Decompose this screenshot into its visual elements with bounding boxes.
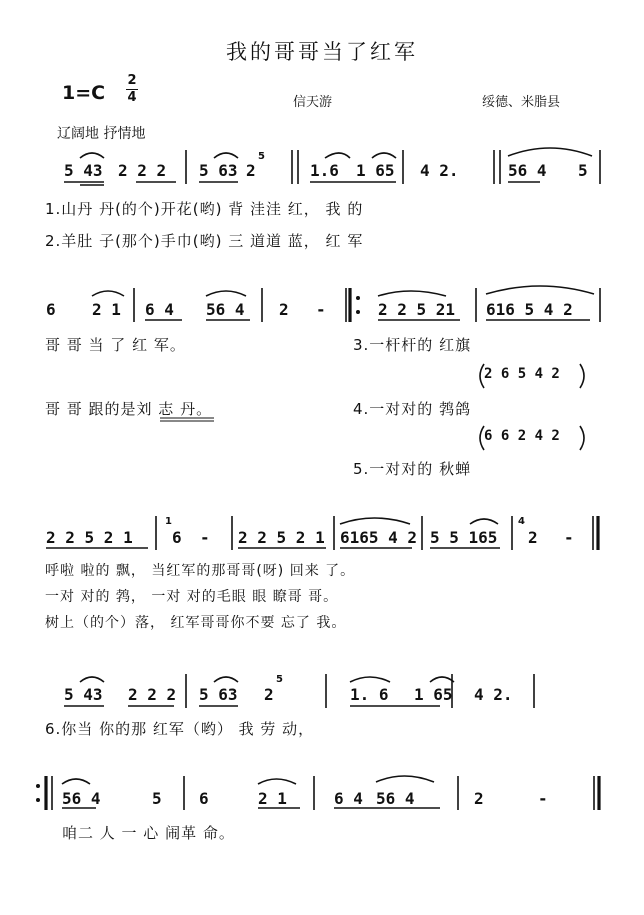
repeat-dot <box>356 310 360 314</box>
expression-marking: 辽阔地 抒情地 <box>57 126 146 142</box>
lyric-line: 树上（的个）落， 红军哥哥你不要 忘了 我。 <box>45 615 347 631</box>
note-group: 6165 4 2 <box>340 528 418 547</box>
slur <box>508 148 592 156</box>
slur <box>378 291 446 296</box>
note-group: 5 43 <box>64 161 103 180</box>
lyric-line: 2.羊肚 子(那个)手巾(哟) 三 道道 蓝， 红 军 <box>45 232 364 250</box>
lyric-line: 呼啦 啦的 飘， 当红军的那哥哥(呀) 回来 了。 <box>45 563 356 579</box>
note-group: 5 5 165 <box>430 528 498 547</box>
note-group: 4 2. <box>420 161 459 180</box>
slur <box>62 779 90 784</box>
note-group: 2 <box>474 789 484 808</box>
note-group: 5 <box>578 161 588 180</box>
note-group: 6 4 <box>334 789 363 808</box>
note-group: 56 4 <box>376 789 415 808</box>
repeat-dot <box>36 798 40 802</box>
note-group: 6 <box>199 789 209 808</box>
slur <box>214 677 238 682</box>
slur <box>258 779 296 784</box>
note-group: 5 <box>152 789 162 808</box>
alt-notation: 2 6 5 4 2 <box>484 366 560 382</box>
lyric-line: 哥 哥 跟的是刘 志 丹。 <box>45 400 213 418</box>
slur <box>470 519 498 524</box>
lyric-line: 4.一对对的 鹁鸽 <box>353 400 472 418</box>
repeat-dot <box>356 296 360 300</box>
lyric-line: 咱二 人 一 心 闹革 命。 <box>62 824 235 842</box>
repeat-dot <box>36 784 40 788</box>
lyric-line: 1.山丹 丹(的个)开花(哟) 背 洼洼 红， 我 的 <box>45 200 364 218</box>
slur <box>80 153 104 158</box>
slur <box>214 153 238 158</box>
note-group: 2 2 5 2 1 <box>238 528 325 547</box>
paren <box>580 426 584 450</box>
note-group: - <box>316 300 326 319</box>
region-label: 绥德、米脂县 <box>482 95 561 110</box>
alt-notation: 6 6 2 4 2 <box>484 428 560 444</box>
note-group: 2 2 2 <box>128 685 177 704</box>
note-group: 2 <box>246 161 256 180</box>
note-group: 6 <box>46 300 56 319</box>
note-group: 1 65 <box>356 161 395 180</box>
note-group: 56 4 <box>508 161 547 180</box>
note-group: 2 <box>264 685 274 704</box>
note-group: 1 65 <box>414 685 453 704</box>
slur <box>486 286 594 294</box>
note-group: 2 <box>279 300 289 319</box>
note-group: 2 1 <box>258 789 287 808</box>
note-group: - <box>564 528 574 547</box>
note-group: 6 <box>172 528 182 547</box>
slur <box>430 677 454 682</box>
slur <box>80 677 104 682</box>
note-group: 6 4 <box>145 300 174 319</box>
slur <box>92 291 124 296</box>
slur <box>206 291 246 296</box>
slur <box>325 153 350 158</box>
note-group: 4 2. <box>474 685 513 704</box>
lyric-line: 一对 对的 鹁， 一对 对的毛眼 眼 瞭哥 哥。 <box>45 589 339 605</box>
note-group: 2 1 <box>92 300 121 319</box>
slur <box>376 776 434 782</box>
note-group: 56 4 <box>62 789 101 808</box>
note-group: 5 63 <box>199 161 238 180</box>
note-group: 5 43 <box>64 685 103 704</box>
note-group: 616 5 4 2 <box>486 300 573 319</box>
note-group: 1.6 <box>310 161 339 180</box>
note-group: 2 2 5 2 1 <box>46 528 133 547</box>
lyric-line: 6.你当 你的那 红军（哟） 我 劳 动， <box>45 720 315 738</box>
slur <box>340 518 410 524</box>
slur <box>372 153 396 158</box>
slur <box>350 677 390 682</box>
note-group: 5 63 <box>199 685 238 704</box>
note-group: - <box>200 528 210 547</box>
grace-note: 5 <box>276 674 283 685</box>
note-group: 2 2 5 21 <box>378 300 456 319</box>
lyric-line: 5.一对对的 秋蝉 <box>353 460 472 478</box>
genre-label: 信天游 <box>293 95 333 110</box>
grace-note: 5 <box>258 151 265 162</box>
grace-note: 4 <box>518 516 525 527</box>
note-group: 2 2 2 <box>118 161 167 180</box>
key-signature: 1=C <box>62 82 106 104</box>
time-numerator: 2 <box>127 73 137 88</box>
note-group: 56 4 <box>206 300 245 319</box>
song-title: 我的哥哥当了红军 <box>226 40 418 64</box>
note-group: - <box>538 789 548 808</box>
lyric-line: 哥 哥 当 了 红 军。 <box>45 336 186 354</box>
paren <box>480 426 484 450</box>
paren <box>580 364 584 388</box>
note-group: 1. 6 <box>350 685 389 704</box>
time-denominator: 4 <box>127 90 137 105</box>
note-group: 2 <box>528 528 538 547</box>
grace-note: 1 <box>165 516 172 527</box>
paren <box>480 364 484 388</box>
lyric-line: 3.一杆杆的 红旗 <box>353 336 472 354</box>
